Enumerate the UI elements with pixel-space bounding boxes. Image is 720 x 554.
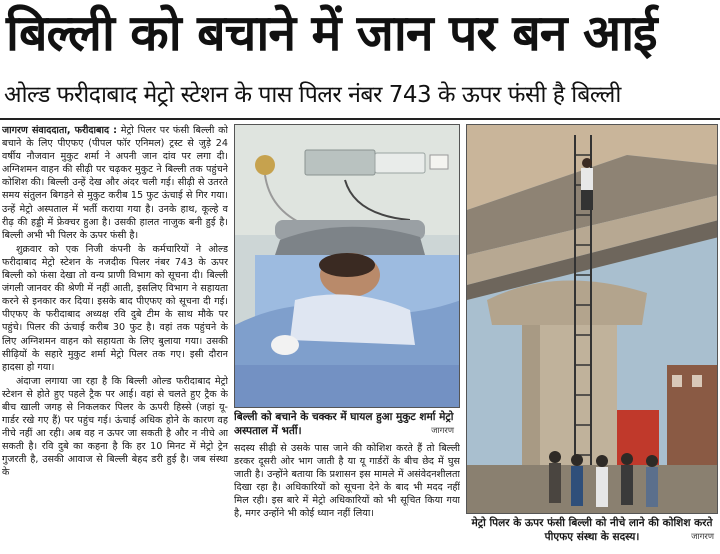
article-paragraph-4: सदस्य सीढ़ी से उसके पास जाने की कोशिश करते हैं तो बिल्ली डरकर दूसरी ओर भाग जाती है या यू गार्डरों के बीच छेद में घुस जाती है। उन्होंने बताया कि प्रशासन इस मामले में असंवेदनशीलता दिखा रहा है। अधिकारियों को सूचना देने के बाद भी मदद नहीं मिल रही। इस बारे में मेट्रो अधिकारियों को भी सूचित किया गया है, मगर उन्होंने भी कोई ध्यान नहीं लिया। [234,443,460,520]
article-paragraph-1 [2,124,228,242]
hospital-photo [234,124,460,408]
metro-pillar-photo [466,124,718,514]
byline: जागरण संवाददाता, फरीदाबाद : [2,125,117,136]
hospital-photo-caption: बिल्ली को बचाने के चक्कर में घायल हुआ मुकुट शर्मा मेट्रो अस्पताल में भर्ती। [234,411,454,437]
article-paragraph-3: अंदाजा लगाया जा रहा है कि बिल्ली ओल्ड फरीदाबाद मेट्रो स्टेशन से होते हुए पहले ट्रैक पर आई। वहां से चलते हुए ट्रैक के बीच खाली जगह से निकलकर पिलर के ऊपरी हिस्से (जहां यू-गार्डर रखे गए हैं) पर पहुंच गई। ऊंचाई अधिक होने के कारण वह नीचे नहीं आ रही। अब वह न ऊपर जा सकती है और न नीचे आ सकती है। रवि दुबे का कहना है कि हर 10 मिनट में मेट्रो ट्रेन गुजरती है, उसकी आवाज से बिल्ली बेहद डरी हुई है। जब संस्था के [2,375,228,479]
article-paragraph-2: शुक्रवार को एक निजी कंपनी के कर्मचारियों ने ओल्ड फरीदाबाद मेट्रो स्टेशन के नजदीक पिलर नंबर 743 के ऊपर बिल्ली को फंसा देखा तो वन्य प्राणी विभाग को सूचना दी। बिल्ली जंगली जानवर की श्रेणी में नहीं आती, इसलिए विभाग ने सहायता करने से इनकार कर दिया। इसके बाद पीएफए को सूचना दी गई। पीएफए के फरीदाबाद अध्यक्ष रवि दुबे टीम के साथ मौके पर पहुंचे। पिलर की ऊंचाई करीब 30 फुट है। वहां तक पहुंचने के लिए अग्निशमन वाहन को सहायता के लिए बुलाया गया। उसकी सीढ़ियों के सहारे मुकुट शर्मा मेट्रो पिलर तक गए। इसी दौरान हादसा हो गया। [2,243,228,373]
metro-photo-credit: जागरण [691,532,714,542]
metro-pillar-illustration [467,125,718,514]
metro-photo-caption: मेट्रो पिलर के ऊपर फंसी बिल्ली को नीचे लाने की कोशिश करते पीएफए संस्था के सदस्य। [471,517,713,543]
article-column-1 [2,124,228,552]
article-column-2 [234,442,460,552]
subheadline: ओल्ड फरीदाबाद मेट्रो स्टेशन के पास पिलर नंबर 743 के ऊपर फंसी है बिल्ली [4,82,621,108]
hospital-photo-credit: जागरण [431,426,454,436]
headline-divider [0,118,720,120]
article-paragraph-1-text: मेट्रो पिलर पर फंसी बिल्ली को बचाने के लिए पीएफए (पीपल फॉर एनिमल) ट्रस्ट से जुड़े 24 वर्षीय नौजवान मुकुट शर्मा ने अपनी जान दांव पर लगा दी। अग्निशमन वाहन की सीढ़ी पर चढ़कर मुकुट ने बिल्ली तक पहुंचने कोशिश की। बिल्ली उन्हें देख और अंदर चली गई। सीढ़ी से उतरते समय संतुलन बिगड़ने से मुकुट करीब 15 फुट ऊंचाई से गिर गया। उन्हें मेट्रो अस्पताल में भर्ती कराया गया है। उनके हाथ, कूल्हे व रीढ़ की हड्डी में फ्रेक्चर हुआ है। उसकी हालत नाजुक बनी हुई है। बिल्ली अभी भी पिलर के ऊपर फंसी है। [2,125,228,241]
headline: बिल्ली को बचाने में जान पर बन आई [6,4,657,62]
hospital-photo-illustration [235,125,460,408]
